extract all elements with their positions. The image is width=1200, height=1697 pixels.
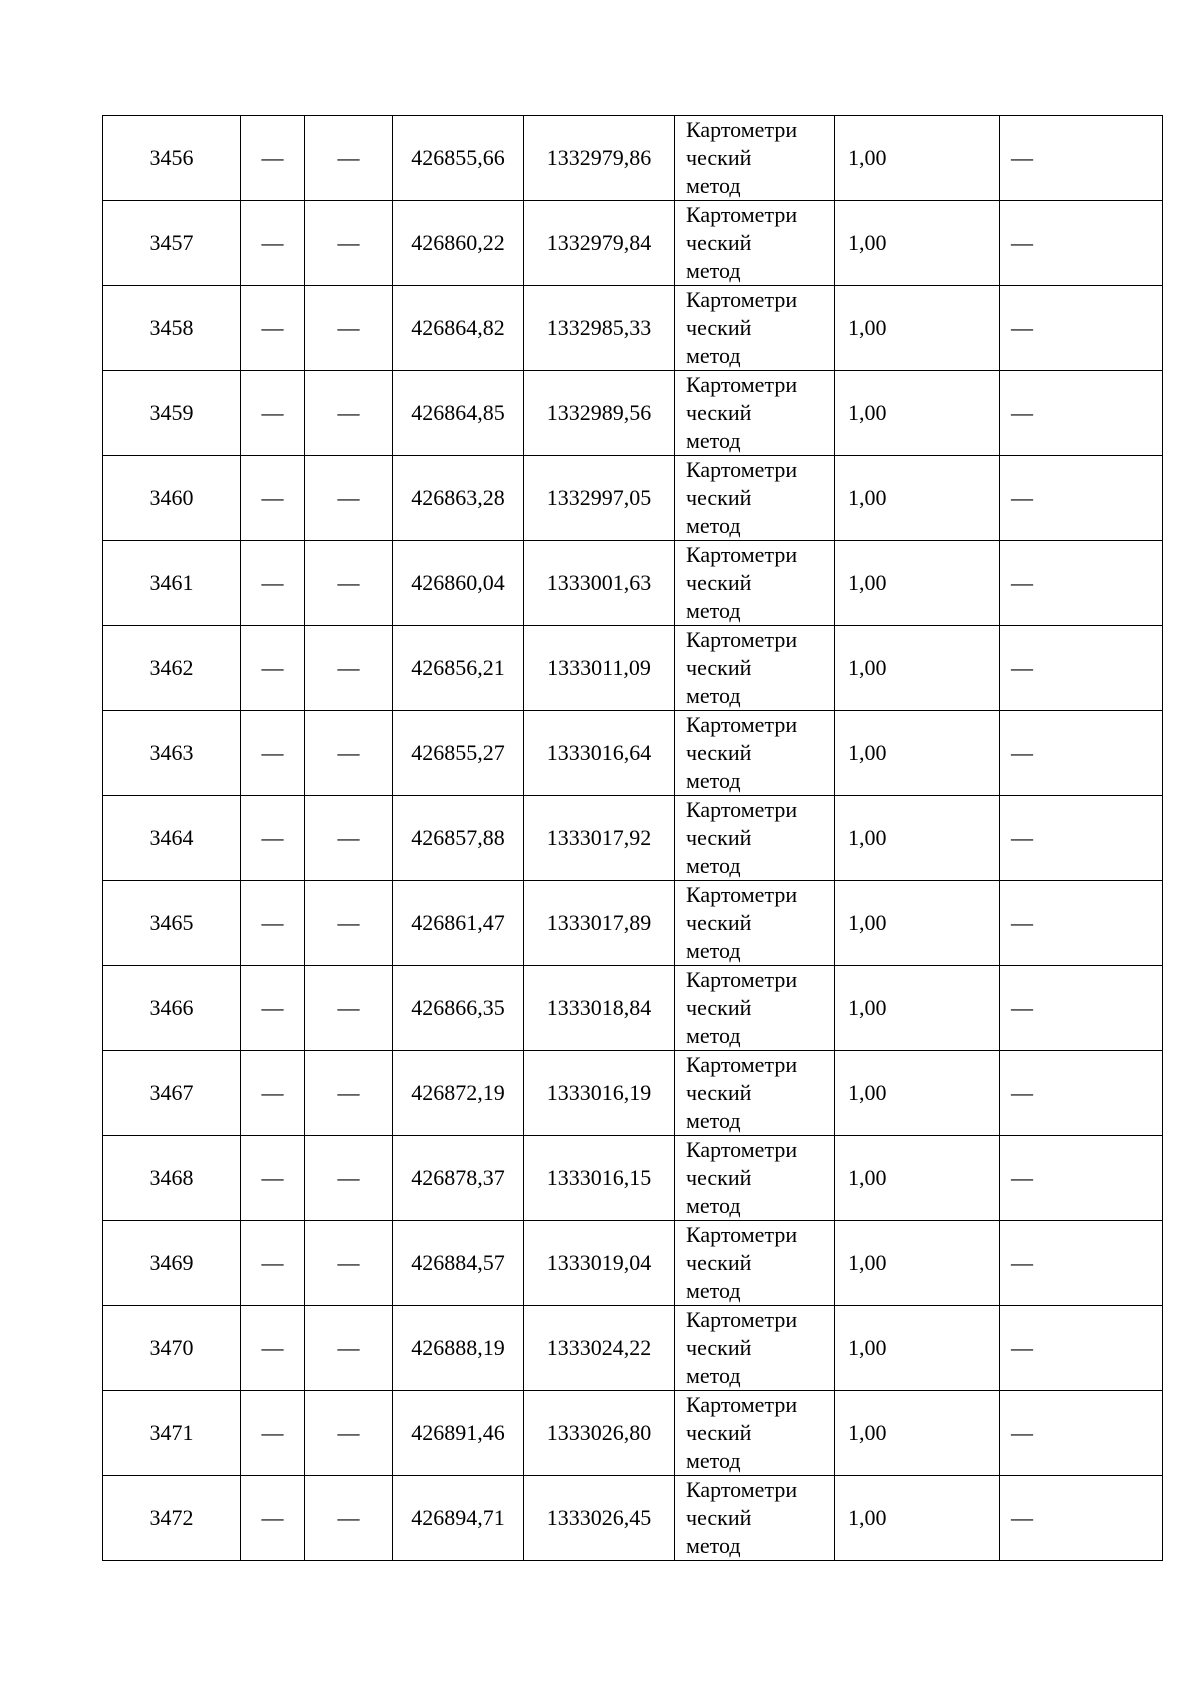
accuracy-cell: 1,00 bbox=[835, 1221, 1000, 1306]
table-row bbox=[103, 1306, 1163, 1391]
method-text-line: ческий bbox=[686, 570, 752, 595]
method-text-line: метод bbox=[686, 1193, 741, 1218]
description-cell: — bbox=[1000, 796, 1163, 881]
method-text-line: ческий bbox=[686, 825, 752, 850]
x-coordinate-cell: 426866,35 bbox=[393, 966, 524, 1051]
table-row bbox=[103, 711, 1163, 796]
description-cell: — bbox=[1000, 456, 1163, 541]
y-coordinate-cell: 1333017,89 bbox=[524, 881, 675, 966]
method-text-line: Картометри bbox=[686, 1222, 798, 1247]
table-row bbox=[103, 541, 1163, 626]
accuracy-cell: 1,00 bbox=[835, 1476, 1000, 1561]
point-number-cell: 3461 bbox=[103, 541, 241, 626]
table-row bbox=[103, 1221, 1163, 1306]
method-text-line: метод bbox=[686, 598, 741, 623]
accuracy-cell: 1,00 bbox=[835, 1306, 1000, 1391]
empty-value-cell: — bbox=[305, 966, 393, 1051]
method-text-line: ческий bbox=[686, 485, 752, 510]
method-text-line: Картометри bbox=[686, 1307, 798, 1332]
method-text-line: ческий bbox=[686, 315, 752, 340]
description-cell: — bbox=[1000, 711, 1163, 796]
empty-value-cell: — bbox=[241, 881, 305, 966]
x-coordinate-cell: 426864,85 bbox=[393, 371, 524, 456]
method-text-line: Картометри bbox=[686, 797, 798, 822]
description-cell: — bbox=[1000, 1306, 1163, 1391]
description-cell: — bbox=[1000, 1136, 1163, 1221]
y-coordinate-cell: 1333018,84 bbox=[524, 966, 675, 1051]
method-text-line: метод bbox=[686, 1278, 741, 1303]
method-text-line: ческий bbox=[686, 1420, 752, 1445]
method-cell bbox=[675, 1306, 835, 1391]
empty-value-cell: — bbox=[305, 1221, 393, 1306]
empty-value-cell: — bbox=[305, 881, 393, 966]
table-row bbox=[103, 1051, 1163, 1136]
method-cell bbox=[675, 711, 835, 796]
point-number-cell: 3471 bbox=[103, 1391, 241, 1476]
method-text-line: метод bbox=[686, 258, 741, 283]
method-cell bbox=[675, 541, 835, 626]
empty-value-cell: — bbox=[241, 626, 305, 711]
accuracy-cell: 1,00 bbox=[835, 626, 1000, 711]
empty-value-cell: — bbox=[241, 1476, 305, 1561]
table-row bbox=[103, 626, 1163, 711]
method-text-line: ческий bbox=[686, 655, 752, 680]
method-text-line: метод bbox=[686, 1108, 741, 1133]
method-text-line: метод bbox=[686, 343, 741, 368]
table-row bbox=[103, 286, 1163, 371]
description-cell: — bbox=[1000, 1221, 1163, 1306]
empty-value-cell: — bbox=[241, 1136, 305, 1221]
method-text-line: ческий bbox=[686, 1165, 752, 1190]
y-coordinate-cell: 1333001,63 bbox=[524, 541, 675, 626]
empty-value-cell: — bbox=[305, 711, 393, 796]
y-coordinate-cell: 1332979,86 bbox=[524, 116, 675, 201]
table-row bbox=[103, 796, 1163, 881]
y-coordinate-cell: 1332979,84 bbox=[524, 201, 675, 286]
method-text-line: Картометри bbox=[686, 1477, 798, 1502]
accuracy-cell: 1,00 bbox=[835, 966, 1000, 1051]
table-row bbox=[103, 456, 1163, 541]
method-text-line: ческий bbox=[686, 995, 752, 1020]
method-text-line: метод bbox=[686, 1448, 741, 1473]
point-number-cell: 3463 bbox=[103, 711, 241, 796]
method-cell bbox=[675, 626, 835, 711]
method-text-line: Картометри bbox=[686, 882, 798, 907]
empty-value-cell: — bbox=[305, 286, 393, 371]
method-cell bbox=[675, 1136, 835, 1221]
method-text-line: метод bbox=[686, 173, 741, 198]
table-row bbox=[103, 201, 1163, 286]
y-coordinate-cell: 1332997,05 bbox=[524, 456, 675, 541]
description-cell: — bbox=[1000, 881, 1163, 966]
table-row bbox=[103, 1136, 1163, 1221]
method-text-line: Картометри bbox=[686, 542, 798, 567]
empty-value-cell: — bbox=[241, 371, 305, 456]
description-cell: — bbox=[1000, 541, 1163, 626]
empty-value-cell: — bbox=[305, 1306, 393, 1391]
description-cell: — bbox=[1000, 966, 1163, 1051]
accuracy-cell: 1,00 bbox=[835, 286, 1000, 371]
y-coordinate-cell: 1333016,64 bbox=[524, 711, 675, 796]
y-coordinate-cell: 1333017,92 bbox=[524, 796, 675, 881]
method-text-line: Картометри bbox=[686, 712, 798, 737]
empty-value-cell: — bbox=[241, 1051, 305, 1136]
method-text-line: Картометри bbox=[686, 372, 798, 397]
empty-value-cell: — bbox=[305, 456, 393, 541]
description-cell: — bbox=[1000, 201, 1163, 286]
x-coordinate-cell: 426864,82 bbox=[393, 286, 524, 371]
x-coordinate-cell: 426861,47 bbox=[393, 881, 524, 966]
method-text-line: Картометри bbox=[686, 287, 798, 312]
method-cell bbox=[675, 456, 835, 541]
method-cell bbox=[675, 201, 835, 286]
accuracy-cell: 1,00 bbox=[835, 541, 1000, 626]
table-row bbox=[103, 881, 1163, 966]
empty-value-cell: — bbox=[305, 1051, 393, 1136]
table-row bbox=[103, 1476, 1163, 1561]
point-number-cell: 3460 bbox=[103, 456, 241, 541]
y-coordinate-cell: 1333011,09 bbox=[524, 626, 675, 711]
empty-value-cell: — bbox=[241, 796, 305, 881]
x-coordinate-cell: 426894,71 bbox=[393, 1476, 524, 1561]
method-text-line: метод bbox=[686, 1533, 741, 1558]
point-number-cell: 3470 bbox=[103, 1306, 241, 1391]
method-text-line: Картометри bbox=[686, 1392, 798, 1417]
description-cell: — bbox=[1000, 1476, 1163, 1561]
description-cell: — bbox=[1000, 116, 1163, 201]
description-cell: — bbox=[1000, 1391, 1163, 1476]
method-text-line: Картометри bbox=[686, 1137, 798, 1162]
empty-value-cell: — bbox=[241, 286, 305, 371]
table-row bbox=[103, 966, 1163, 1051]
method-text-line: метод bbox=[686, 768, 741, 793]
empty-value-cell: — bbox=[241, 201, 305, 286]
method-text-line: метод bbox=[686, 1023, 741, 1048]
coordinates-table bbox=[102, 115, 1163, 1561]
method-text-line: ческий bbox=[686, 910, 752, 935]
x-coordinate-cell: 426860,22 bbox=[393, 201, 524, 286]
description-cell: — bbox=[1000, 286, 1163, 371]
method-text-line: ческий bbox=[686, 230, 752, 255]
accuracy-cell: 1,00 bbox=[835, 201, 1000, 286]
point-number-cell: 3462 bbox=[103, 626, 241, 711]
method-text-line: метод bbox=[686, 428, 741, 453]
point-number-cell: 3464 bbox=[103, 796, 241, 881]
method-text-line: ческий bbox=[686, 145, 752, 170]
method-text-line: Картометри bbox=[686, 457, 798, 482]
y-coordinate-cell: 1333016,15 bbox=[524, 1136, 675, 1221]
method-text-line: ческий bbox=[686, 400, 752, 425]
point-number-cell: 3457 bbox=[103, 201, 241, 286]
method-text-line: Картометри bbox=[686, 202, 798, 227]
point-number-cell: 3459 bbox=[103, 371, 241, 456]
empty-value-cell: — bbox=[241, 456, 305, 541]
x-coordinate-cell: 426888,19 bbox=[393, 1306, 524, 1391]
accuracy-cell: 1,00 bbox=[835, 1391, 1000, 1476]
method-cell bbox=[675, 371, 835, 456]
point-number-cell: 3458 bbox=[103, 286, 241, 371]
y-coordinate-cell: 1333026,45 bbox=[524, 1476, 675, 1561]
y-coordinate-cell: 1333019,04 bbox=[524, 1221, 675, 1306]
accuracy-cell: 1,00 bbox=[835, 1136, 1000, 1221]
method-cell bbox=[675, 966, 835, 1051]
empty-value-cell: — bbox=[305, 1476, 393, 1561]
description-cell: — bbox=[1000, 1051, 1163, 1136]
method-text-line: Картометри bbox=[686, 1052, 798, 1077]
empty-value-cell: — bbox=[241, 966, 305, 1051]
method-text-line: метод bbox=[686, 938, 741, 963]
y-coordinate-cell: 1332985,33 bbox=[524, 286, 675, 371]
method-text-line: Картометри bbox=[686, 117, 798, 142]
method-text-line: Картометри bbox=[686, 627, 798, 652]
empty-value-cell: — bbox=[241, 711, 305, 796]
point-number-cell: 3466 bbox=[103, 966, 241, 1051]
point-number-cell: 3469 bbox=[103, 1221, 241, 1306]
method-cell bbox=[675, 796, 835, 881]
empty-value-cell: — bbox=[305, 371, 393, 456]
accuracy-cell: 1,00 bbox=[835, 796, 1000, 881]
table-row bbox=[103, 1391, 1163, 1476]
method-cell bbox=[675, 1051, 835, 1136]
table-row bbox=[103, 371, 1163, 456]
y-coordinate-cell: 1333024,22 bbox=[524, 1306, 675, 1391]
accuracy-cell: 1,00 bbox=[835, 711, 1000, 796]
accuracy-cell: 1,00 bbox=[835, 371, 1000, 456]
empty-value-cell: — bbox=[305, 116, 393, 201]
x-coordinate-cell: 426863,28 bbox=[393, 456, 524, 541]
empty-value-cell: — bbox=[305, 1136, 393, 1221]
x-coordinate-cell: 426878,37 bbox=[393, 1136, 524, 1221]
method-cell bbox=[675, 881, 835, 966]
method-cell bbox=[675, 116, 835, 201]
method-text-line: метод bbox=[686, 853, 741, 878]
method-cell bbox=[675, 1476, 835, 1561]
empty-value-cell: — bbox=[305, 796, 393, 881]
method-cell bbox=[675, 1221, 835, 1306]
method-text-line: ческий bbox=[686, 1335, 752, 1360]
empty-value-cell: — bbox=[241, 541, 305, 626]
method-text-line: ческий bbox=[686, 1505, 752, 1530]
empty-value-cell: — bbox=[305, 201, 393, 286]
accuracy-cell: 1,00 bbox=[835, 1051, 1000, 1136]
x-coordinate-cell: 426884,57 bbox=[393, 1221, 524, 1306]
x-coordinate-cell: 426872,19 bbox=[393, 1051, 524, 1136]
method-cell bbox=[675, 1391, 835, 1476]
table-row bbox=[103, 116, 1163, 201]
x-coordinate-cell: 426857,88 bbox=[393, 796, 524, 881]
point-number-cell: 3456 bbox=[103, 116, 241, 201]
accuracy-cell: 1,00 bbox=[835, 116, 1000, 201]
accuracy-cell: 1,00 bbox=[835, 881, 1000, 966]
table-body bbox=[103, 116, 1163, 1561]
method-text-line: ческий bbox=[686, 740, 752, 765]
y-coordinate-cell: 1333016,19 bbox=[524, 1051, 675, 1136]
description-cell: — bbox=[1000, 371, 1163, 456]
x-coordinate-cell: 426860,04 bbox=[393, 541, 524, 626]
empty-value-cell: — bbox=[305, 541, 393, 626]
x-coordinate-cell: 426855,66 bbox=[393, 116, 524, 201]
method-text-line: метод bbox=[686, 513, 741, 538]
method-text-line: ческий bbox=[686, 1080, 752, 1105]
x-coordinate-cell: 426855,27 bbox=[393, 711, 524, 796]
method-text-line: метод bbox=[686, 1363, 741, 1388]
empty-value-cell: — bbox=[241, 1306, 305, 1391]
accuracy-cell: 1,00 bbox=[835, 456, 1000, 541]
method-text-line: ческий bbox=[686, 1250, 752, 1275]
empty-value-cell: — bbox=[241, 1221, 305, 1306]
method-text-line: Картометри bbox=[686, 967, 798, 992]
empty-value-cell: — bbox=[305, 1391, 393, 1476]
description-cell: — bbox=[1000, 626, 1163, 711]
empty-value-cell: — bbox=[241, 116, 305, 201]
y-coordinate-cell: 1332989,56 bbox=[524, 371, 675, 456]
empty-value-cell: — bbox=[241, 1391, 305, 1476]
point-number-cell: 3467 bbox=[103, 1051, 241, 1136]
x-coordinate-cell: 426856,21 bbox=[393, 626, 524, 711]
point-number-cell: 3472 bbox=[103, 1476, 241, 1561]
method-text-line: метод bbox=[686, 683, 741, 708]
y-coordinate-cell: 1333026,80 bbox=[524, 1391, 675, 1476]
empty-value-cell: — bbox=[305, 626, 393, 711]
point-number-cell: 3468 bbox=[103, 1136, 241, 1221]
x-coordinate-cell: 426891,46 bbox=[393, 1391, 524, 1476]
method-cell bbox=[675, 286, 835, 371]
point-number-cell: 3465 bbox=[103, 881, 241, 966]
